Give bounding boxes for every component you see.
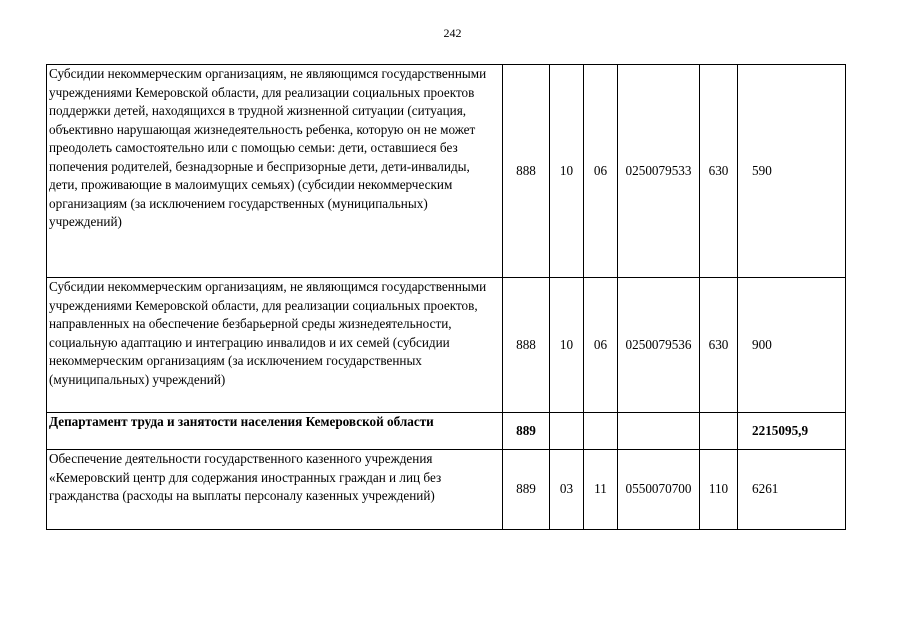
row-description: Субсидии некоммерческим организациям, не являющимся государственными учреждениями Кемеровской области, для реализации социальных проектов поддержки детей, находящихся в трудной жизненной ситуации (ситуация, объективно нарушающая жизнедеятельность ребенка, которую он не может преодолеть самостоятельно или с помощью семьи: дети, оставшиеся без попечения родителей, безнадзорные и беспризорные дети, дети-инвалиды, дети, проживающие в малоимущих семьях) (субсидии некоммерческим организациям (за исключением государственных (муниципальных) учреждений) bbox=[47, 65, 503, 278]
target-article-code: 0250079533 bbox=[618, 65, 700, 278]
amount: 590 bbox=[738, 65, 846, 278]
target-article-code: 0550070700 bbox=[618, 450, 700, 530]
section-code: 03 bbox=[550, 450, 584, 530]
ministry-code: 888 bbox=[503, 65, 550, 278]
section-code: 10 bbox=[550, 65, 584, 278]
table-row-department bbox=[47, 413, 846, 450]
amount: 6261 bbox=[738, 450, 846, 530]
table-row bbox=[47, 65, 846, 278]
expense-type-code: 630 bbox=[700, 65, 738, 278]
target-article-code bbox=[618, 413, 700, 450]
row-description: Обеспечение деятельности государственного казенного учреждения «Кемеровский центр для содержания иностранных граждан и лиц без гражданства (расходы на выплаты персоналу казенных учреждений) bbox=[47, 450, 503, 530]
amount: 900 bbox=[738, 278, 846, 413]
section-code bbox=[550, 413, 584, 450]
subsection-code: 06 bbox=[584, 278, 618, 413]
ministry-code: 888 bbox=[503, 278, 550, 413]
budget-table bbox=[46, 64, 846, 530]
ministry-code: 889 bbox=[503, 450, 550, 530]
amount: 2215095,9 bbox=[738, 413, 846, 450]
expense-type-code: 110 bbox=[700, 450, 738, 530]
subsection-code: 06 bbox=[584, 65, 618, 278]
row-description: Субсидии некоммерческим организациям, не являющимся государственными учреждениями Кемеровской области, для реализации социальных проектов, направленных на обеспечение безбарьерной среды жизнедеятельности, социальную адаптацию и интеграцию инвалидов и их семей (субсидии некоммерческим организациям (за исключением государственных (муниципальных) учреждений) bbox=[47, 278, 503, 413]
table-row bbox=[47, 450, 846, 530]
target-article-code: 0250079536 bbox=[618, 278, 700, 413]
department-title: Департамент труда и занятости населения Кемеровской области bbox=[47, 413, 503, 450]
expense-type-code bbox=[700, 413, 738, 450]
expense-type-code: 630 bbox=[700, 278, 738, 413]
section-code: 10 bbox=[550, 278, 584, 413]
ministry-code: 889 bbox=[503, 413, 550, 450]
table-row bbox=[47, 278, 846, 413]
subsection-code bbox=[584, 413, 618, 450]
page-number: 242 bbox=[443, 26, 462, 40]
subsection-code: 11 bbox=[584, 450, 618, 530]
